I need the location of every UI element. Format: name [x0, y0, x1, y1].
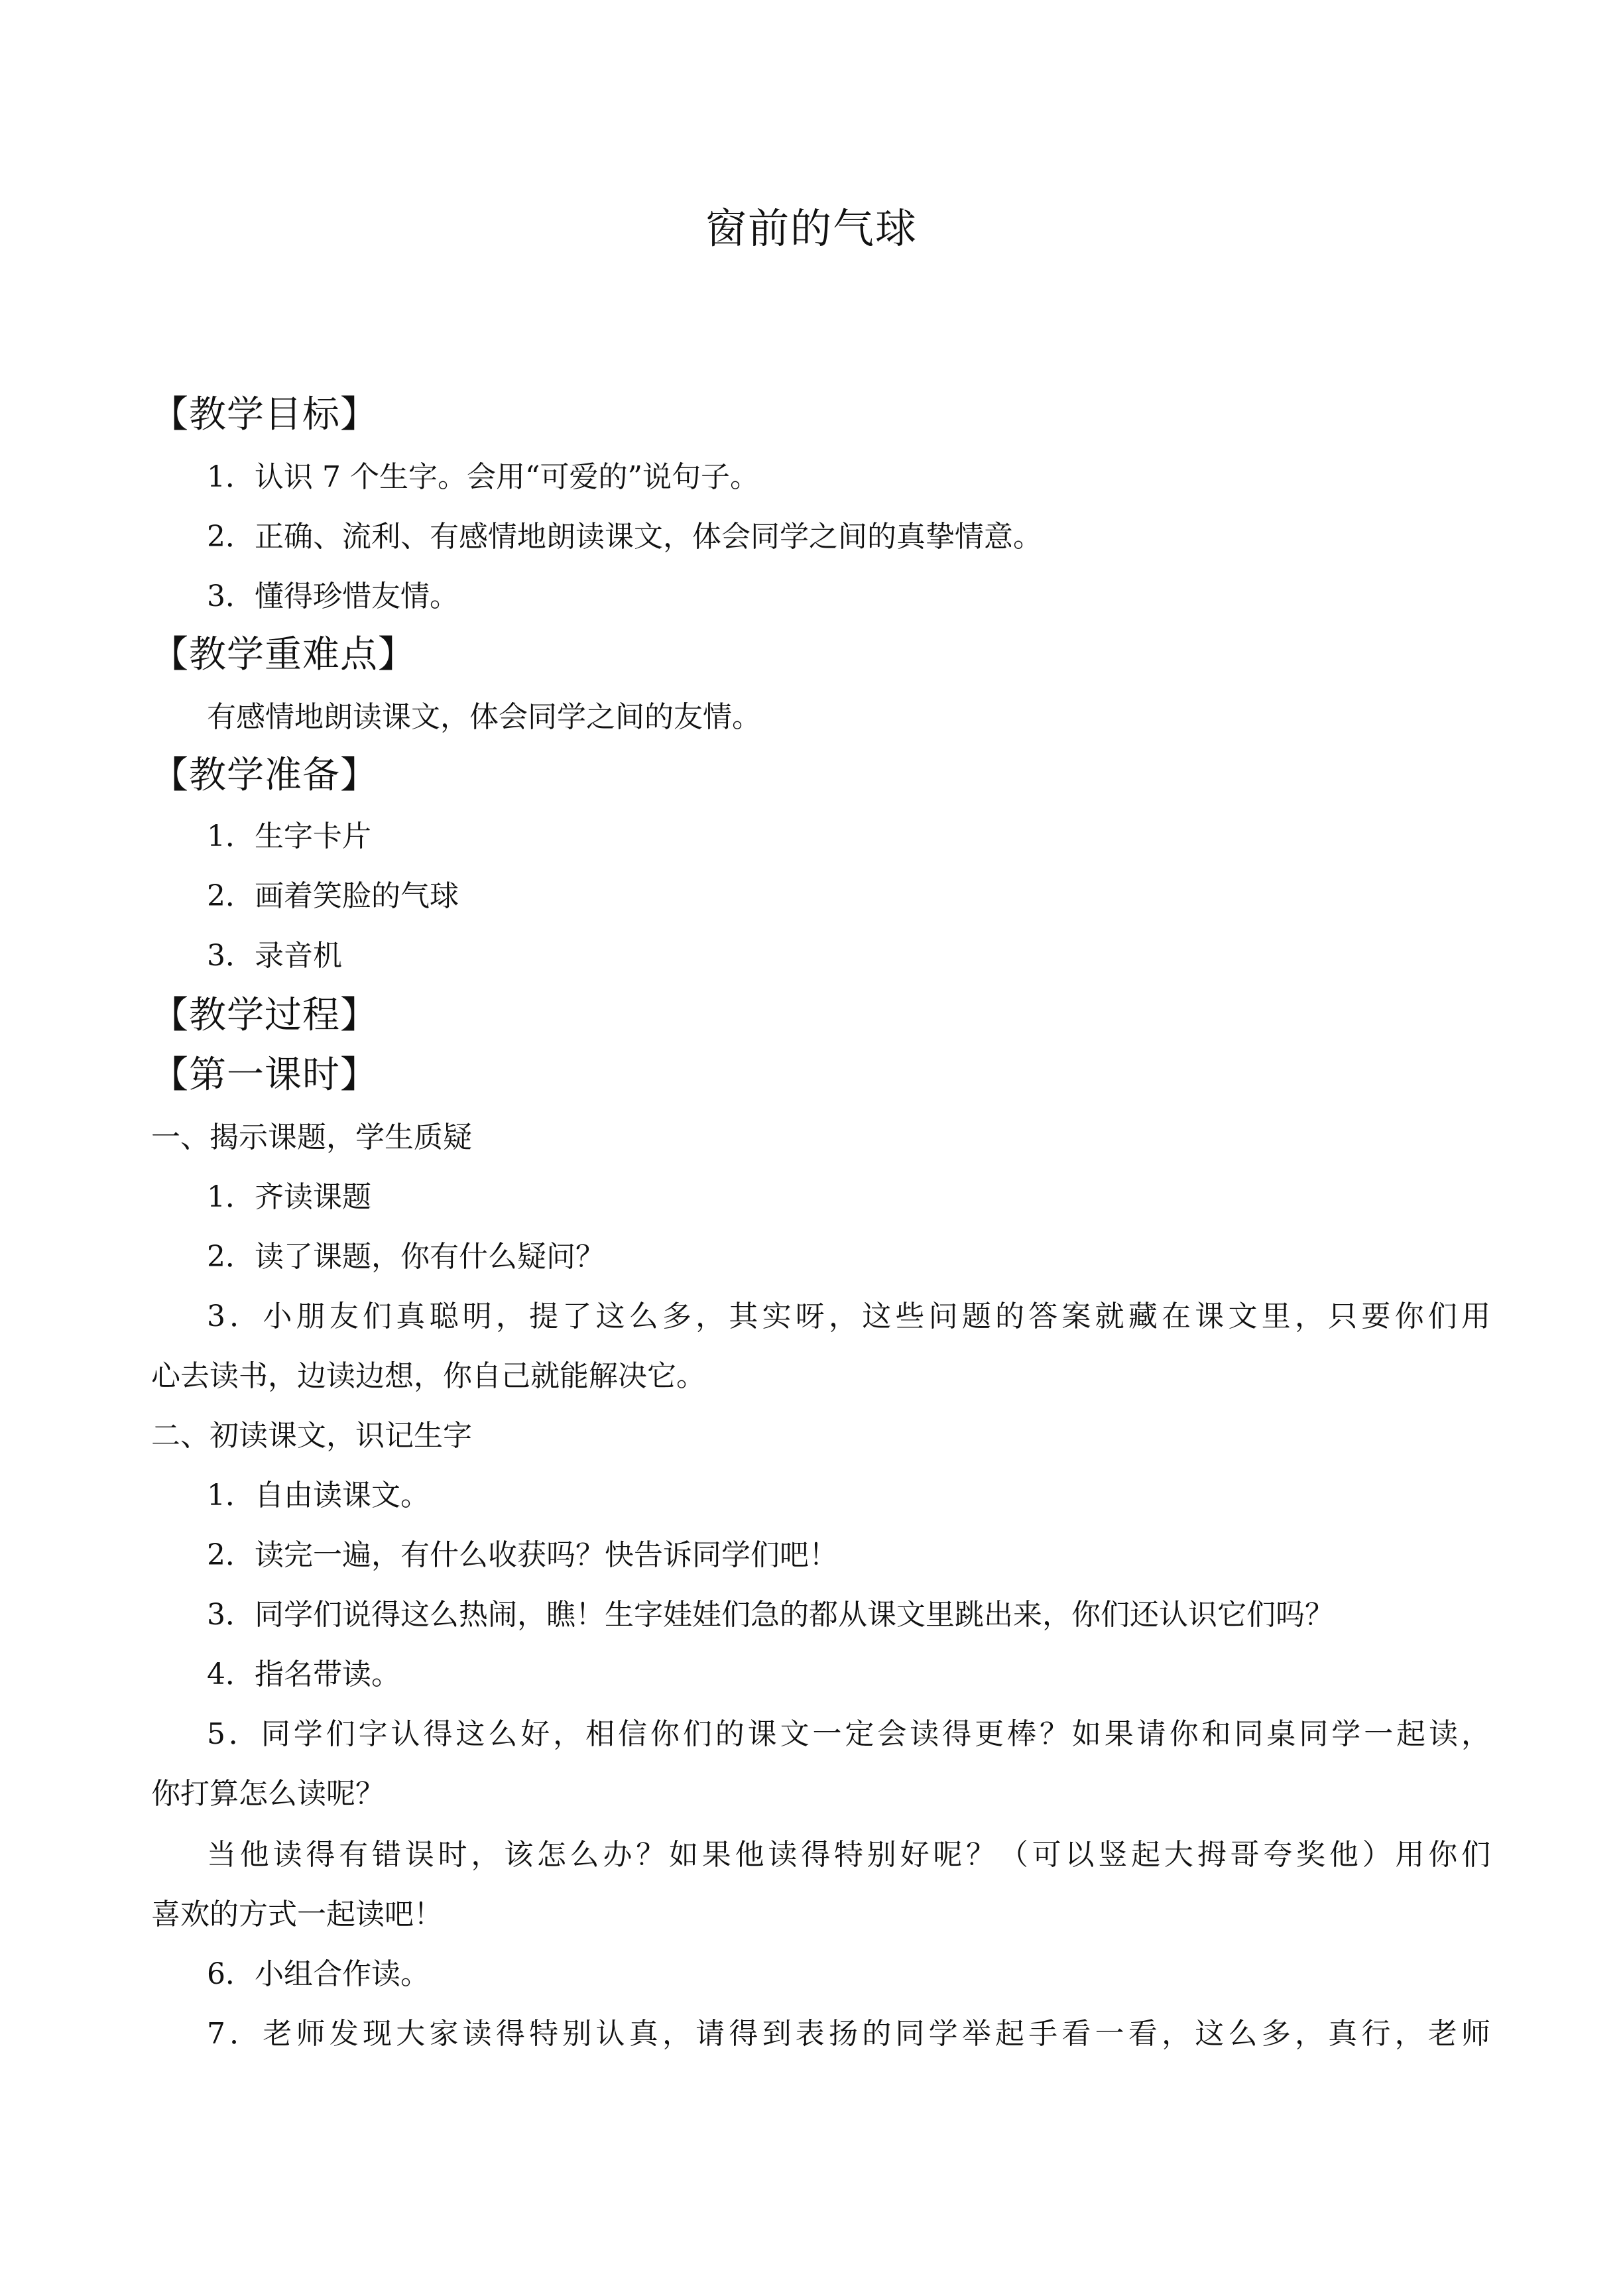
preparation-item: 3．录音机	[207, 939, 342, 973]
step-item: 3．同学们说得这么热闹，瞧！生字娃娃们急的都从课文里跳出来，你们还认识它们吗？	[207, 1598, 1334, 1632]
section-heading-key-points: 【教学重难点】	[151, 633, 416, 676]
objective-item: 3．懂得珍惜友情。	[207, 579, 459, 613]
step-item: 5．同学们字认得这么好，相信你们的课文一定会读得更棒？如果请你和同桌同学一起读，	[207, 1717, 1490, 1751]
step-item: 2．读了课题，你有什么疑问？	[207, 1240, 605, 1274]
section-heading-first-lesson: 【第一课时】	[151, 1054, 378, 1097]
subsection-heading: 二、初读课文，识记生字	[151, 1419, 472, 1453]
preparation-item: 1．生字卡片	[207, 819, 371, 853]
subsection-heading: 一、揭示课题，学生质疑	[151, 1120, 472, 1154]
document-title: 窗前的气球	[705, 204, 918, 253]
step-item: 6．小组合作读。	[207, 1957, 430, 1991]
step-item-continuation: 你打算怎么读呢？	[151, 1777, 385, 1811]
paragraph: 有感情地朗读课文，体会同学之间的友情。	[207, 700, 761, 734]
section-heading-preparation: 【教学准备】	[151, 754, 378, 797]
objective-item: 1．认识 7 个生字。会用“可爱的”说句子。	[207, 460, 759, 494]
step-item: 1．自由读课文。	[207, 1479, 430, 1512]
preparation-item: 2．画着笑脸的气球	[207, 879, 459, 913]
objective-item: 2．正确、流利、有感情地朗读课文，体会同学之间的真挚情意。	[207, 520, 1042, 554]
step-item: 1．齐读课题	[207, 1180, 371, 1214]
step-item-continuation: 心去读书，边读边想，你自己就能解决它。	[151, 1359, 705, 1393]
step-item: 3．小朋友们真聪明，提了这么多，其实呀，这些问题的答案就藏在课文里，只要你们用	[207, 1299, 1490, 1333]
section-heading-process: 【教学过程】	[151, 994, 378, 1037]
step-item: 2．读完一遍，有什么收获吗？快告诉同学们吧！	[207, 1538, 838, 1572]
step-item: 4．指名带读。	[207, 1658, 400, 1691]
section-heading-objectives: 【教学目标】	[151, 393, 378, 436]
paragraph-continuation: 喜欢的方式一起读吧！	[151, 1898, 443, 1931]
step-item: 7．老师发现大家读得特别认真，请得到表扬的同学举起手看一看，这么多，真行，老师	[207, 2017, 1490, 2051]
paragraph: 当他读得有错误时，该怎么办？如果他读得特别好呢？（可以竖起大拇哥夸奖他）用你们	[207, 1838, 1490, 1872]
